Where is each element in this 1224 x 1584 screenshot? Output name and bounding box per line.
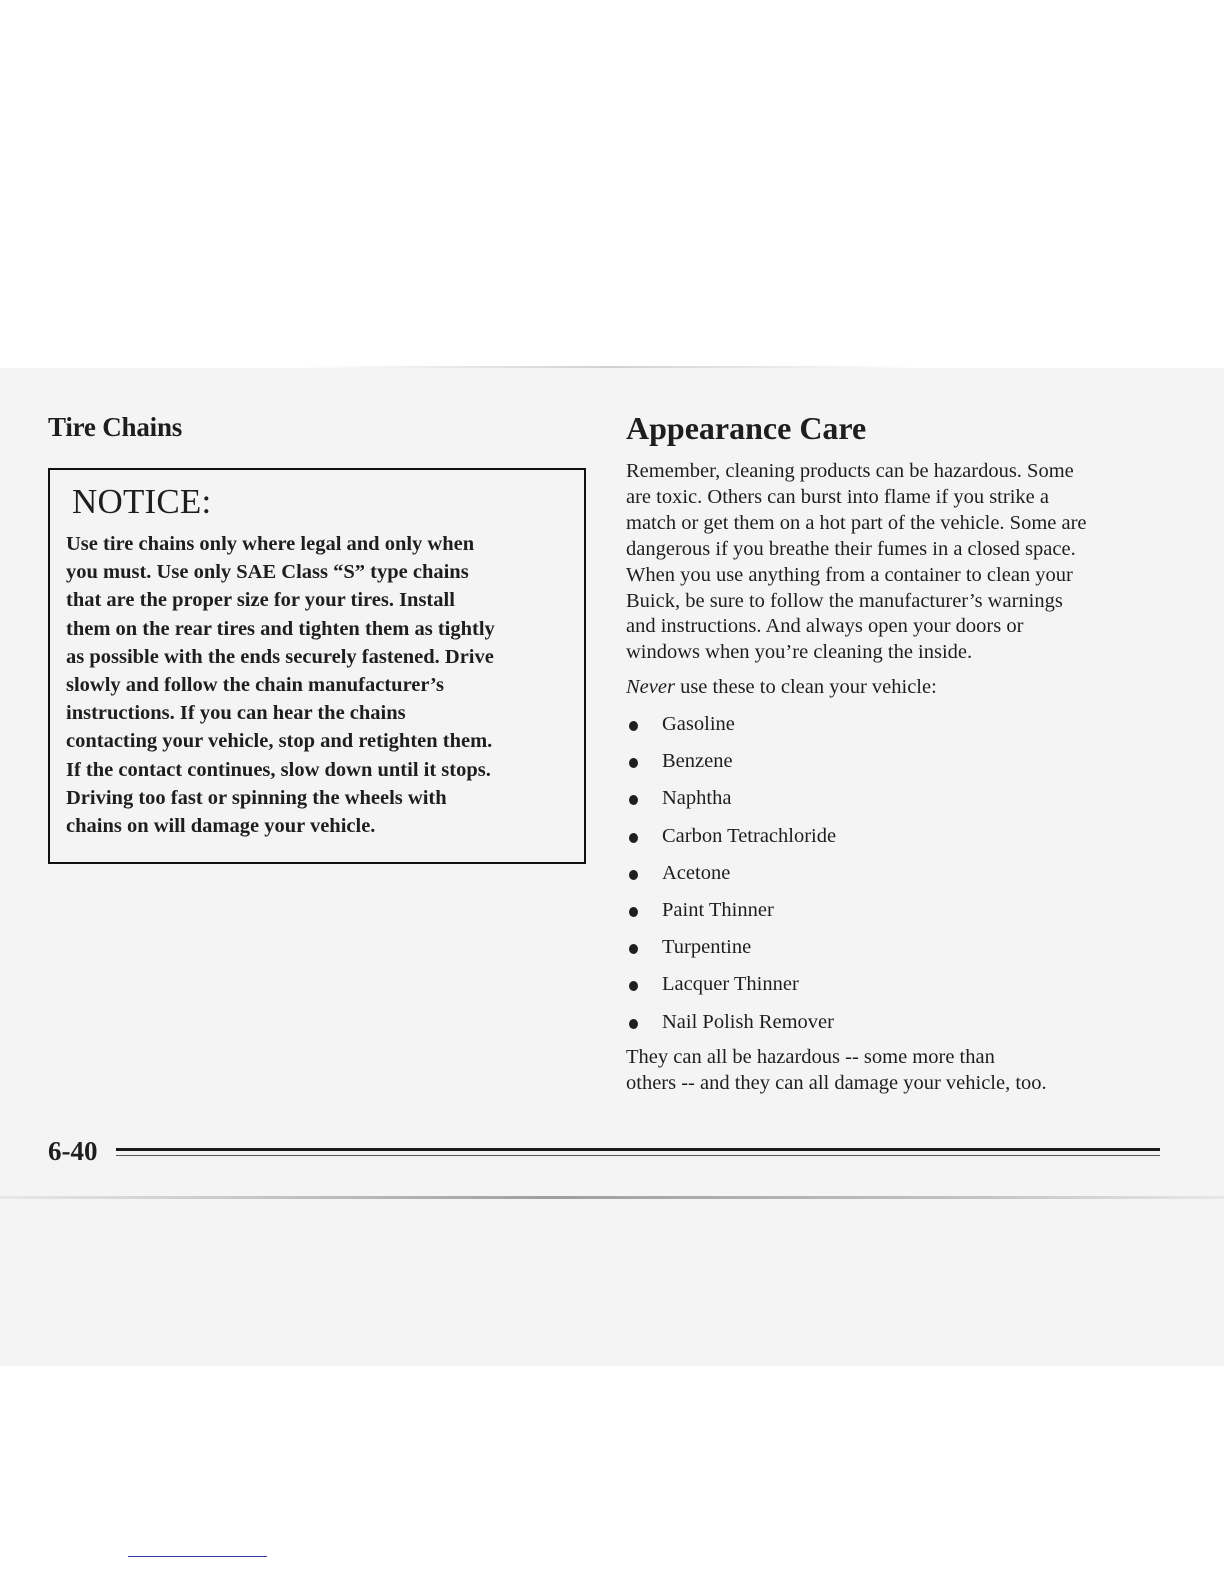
bullet-icon bbox=[629, 721, 638, 731]
paragraph-line: match or get them on a hot part of the vehicle. Some are bbox=[626, 511, 1087, 534]
notice-line: you must. Use only SAE Class “S” type chains bbox=[66, 561, 469, 584]
list-item bbox=[626, 825, 836, 862]
bullet-icon bbox=[629, 795, 638, 805]
scan-bottom-edge bbox=[0, 1196, 1224, 1199]
notice-line: If the contact continues, slow down until it stops. bbox=[66, 758, 491, 781]
footer-rule bbox=[116, 1148, 1160, 1151]
paragraph-line: dangerous if you breathe their fumes in a closed space. bbox=[626, 537, 1076, 560]
list-item bbox=[626, 936, 836, 973]
notice-line: Use tire chains only where legal and only when bbox=[66, 533, 475, 555]
list-item bbox=[626, 1011, 836, 1048]
notice-box bbox=[48, 468, 586, 864]
notice-line: contacting your vehicle, stop and retighten them. bbox=[66, 730, 493, 753]
paragraph-line: are toxic. Others can burst into flame if you strike a bbox=[626, 485, 1049, 508]
bullet-icon bbox=[629, 1019, 638, 1029]
bullet-icon bbox=[629, 833, 638, 843]
list-item-text: Gasoline bbox=[662, 713, 735, 735]
notice-line: Driving too fast or spinning the wheels with bbox=[66, 786, 447, 809]
never-emphasis: Never bbox=[626, 676, 675, 698]
notice-line: them on the rear tires and tighten them as tightly bbox=[66, 617, 495, 640]
paragraph-line: others -- and they can all damage your vehicle, too. bbox=[626, 1071, 1047, 1094]
link-underline[interactable] bbox=[128, 1556, 267, 1557]
list-item-text: Benzene bbox=[662, 750, 733, 773]
intro-paragraph bbox=[626, 459, 1087, 666]
footer-rule-thin bbox=[116, 1155, 1160, 1156]
list-item-text: Lacquer Thinner bbox=[662, 973, 799, 996]
page-number: 6-40 bbox=[48, 1136, 98, 1166]
list-item-text: Acetone bbox=[662, 861, 731, 884]
never-rest: use these to clean your vehicle: bbox=[674, 676, 937, 698]
bullet-icon bbox=[629, 907, 638, 917]
notice-line: instructions. If you can hear the chains bbox=[66, 702, 406, 725]
list-item bbox=[626, 713, 836, 750]
list-item bbox=[626, 787, 836, 824]
paragraph-line: When you use anything from a container to clean your bbox=[626, 563, 1073, 586]
list-item-text: Nail Polish Remover bbox=[662, 1010, 834, 1033]
list-item bbox=[626, 973, 836, 1010]
section-heading-tire-chains: Tire Chains bbox=[48, 412, 183, 442]
list-item-text: Paint Thinner bbox=[662, 898, 774, 921]
list-item-text: Carbon Tetrachloride bbox=[662, 824, 837, 847]
list-item-text: Turpentine bbox=[662, 936, 752, 959]
list-item bbox=[626, 862, 836, 899]
bullet-icon bbox=[629, 981, 638, 991]
notice-line: chains on will damage your vehicle. bbox=[66, 815, 376, 838]
closing-paragraph bbox=[626, 1045, 1047, 1096]
bullet-icon bbox=[629, 944, 638, 954]
paragraph-line: Remember, cleaning products can be hazardous. Some bbox=[626, 460, 1074, 482]
notice-line: that are the proper size for your tires. Install bbox=[66, 589, 455, 612]
bullet-icon bbox=[629, 870, 638, 880]
section-heading-appearance-care: Appearance Care bbox=[626, 410, 867, 446]
paragraph-line: and instructions. And always open your doors or bbox=[626, 615, 1024, 638]
bullet-icon bbox=[629, 758, 638, 768]
list-item-text: Naphtha bbox=[662, 787, 732, 810]
never-use-line bbox=[626, 676, 937, 699]
list-item bbox=[626, 750, 836, 787]
notice-title: NOTICE: bbox=[72, 482, 212, 521]
paragraph-line: windows when you’re cleaning the inside. bbox=[626, 641, 973, 664]
paragraph-line: They can all be hazardous -- some more than bbox=[626, 1046, 995, 1068]
paragraph-line: Buick, be sure to follow the manufacturer’s warnings bbox=[626, 589, 1063, 612]
hazard-list bbox=[626, 713, 836, 1048]
list-item bbox=[626, 899, 836, 936]
scan-top-edge bbox=[300, 366, 920, 368]
notice-line: slowly and follow the chain manufacturer’s bbox=[66, 674, 444, 697]
notice-line: as possible with the ends securely fastened. Drive bbox=[66, 645, 494, 668]
notice-text bbox=[66, 530, 568, 840]
